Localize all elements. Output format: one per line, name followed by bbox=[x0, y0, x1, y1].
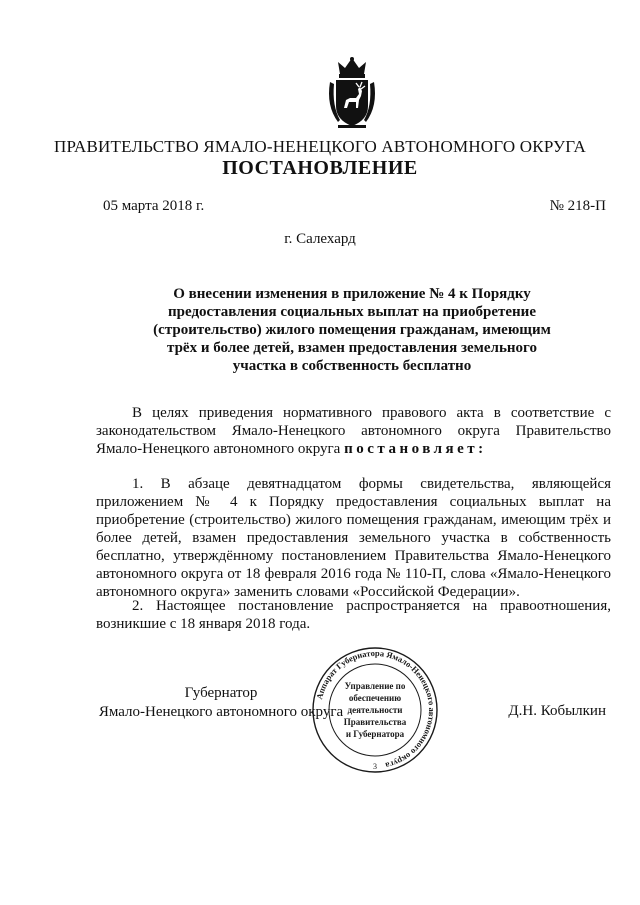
preamble-text: В целях приведения нормативного правового акта в соответствие с законодательством Ямало-Ненецкого автономного округа Правительство Ямало-Ненецкого автономного округа bbox=[96, 405, 611, 457]
document-number: № 218-П bbox=[549, 198, 606, 214]
resolves-word: постановляет: bbox=[344, 441, 487, 457]
document-subject: О внесении изменения в приложение № 4 к Порядку предоставления социальных выплат на приобретение (строительство) жилого помещения гражданам, имеющим трёх и более детей, взамен предоставления земельного участка в собственность бесплатно bbox=[153, 286, 551, 374]
official-stamp bbox=[310, 645, 440, 775]
preamble-paragraph bbox=[96, 404, 611, 458]
signatory-name: Д.Н. Кобылкин bbox=[508, 703, 606, 719]
signatory-region: Ямало-Ненецкого автономного округа bbox=[98, 704, 344, 720]
stamp-line: и Губернатора bbox=[345, 729, 405, 739]
stamp-outer-text: Аппарат Губернатора Ямало-Ненецкого автономного округа bbox=[314, 647, 438, 771]
document-type: ПОСТАНОВЛЕНИЕ bbox=[222, 157, 418, 179]
clause-2-paragraph: 2. Настоящее постановление распространяется на правоотношения, возникшие с 18 января 2018 года. bbox=[96, 598, 611, 632]
signatory-position bbox=[96, 684, 346, 722]
document-date: 05 марта 2018 г. bbox=[103, 198, 205, 214]
signatory-title: Губернатор bbox=[184, 685, 258, 701]
document-city: г. Салехард bbox=[284, 231, 356, 247]
stamp-line: Управление по bbox=[344, 681, 406, 691]
stamp-number: 3 bbox=[373, 762, 377, 771]
coat-of-arms-icon bbox=[326, 56, 378, 130]
organization-name: ПРАВИТЕЛЬСТВО ЯМАЛО-НЕНЕЦКОГО АВТОНОМНОГО ОКРУГА bbox=[54, 137, 586, 156]
stamp-line: деятельности bbox=[347, 705, 403, 715]
clause-1-paragraph: 1. В абзаце девятнадцатом формы свидетельства, являющейся приложением № 4 к Порядку предоставления социальных выплат на приобретение (строительство) жилого помещения гражданам, имеющим трёх и более детей, взамен предоставления земельного участка в собственность бесплатно, утверждённому постановлением Правительства Ямало-Ненецкого автономного округа от 18 февраля 2016 года № 110-П, слова «Ямало-Ненецкого автономного округа» заменить словами «Российской Федерации». bbox=[96, 476, 611, 600]
stamp-line: обеспечению bbox=[348, 693, 402, 703]
stamp-line: Правительства bbox=[343, 717, 407, 727]
